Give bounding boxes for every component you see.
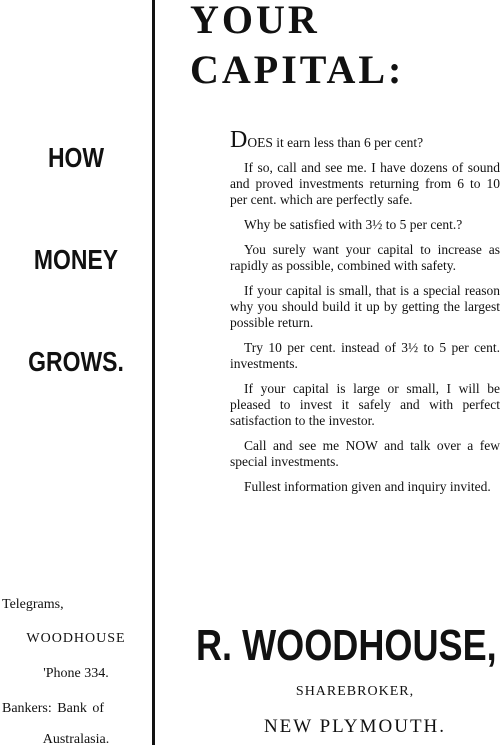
bankers-value: Australasia. [42,732,110,747]
telegrams-label: Telegrams, [2,597,64,612]
heading-money: MONEY [33,244,119,275]
headline-capital: CAPITAL: [190,47,405,92]
paragraph: Call and see me NOW and talk over a few special investments. [230,438,500,469]
paragraph: If your capital is small, that is a special reason why you should build it up by getting the largest possible return. [230,283,500,330]
paragraph: If so, call and see me. I have dozens of sound and proved investments returning from 6 to 10 per cent. which are perfectly safe. [230,160,500,207]
advertiser-name: R. WOODHOUSE, [196,621,497,670]
bankers-label: Bankers: Bank of [2,701,104,716]
phone-number: 'Phone 334. [43,666,109,681]
paragraph: You surely want your capital to increase as rapidly as possible, combined with safety. [230,242,500,273]
advertiser-town: NEW PLYMOUTH. [263,716,447,737]
paragraph: Why be satisfied with 3½ to 5 per cent.? [244,217,463,232]
advert-body [230,127,500,504]
drop-cap: D [230,127,248,153]
heading-how: HOW [47,142,105,173]
paragraph: Try 10 per cent. instead of 3½ to 5 per cent. investments. [230,340,500,371]
paragraph: Fullest information given and inquiry invited. [244,479,491,494]
paragraph-intro [230,127,500,153]
headline-your: YOUR [190,0,320,42]
telegrams-address: WOODHOUSE [26,631,126,646]
column-divider [152,0,155,745]
paragraph: If your capital is large or small, I will be pleased to invest it safely and with perfect satisfaction to the investor. [230,381,500,428]
paragraph-intro-text: OES it earn less than 6 per cent? [247,135,424,150]
heading-grows: GROWS. [28,346,124,377]
advertiser-role: SHAREBROKER, [295,684,415,699]
